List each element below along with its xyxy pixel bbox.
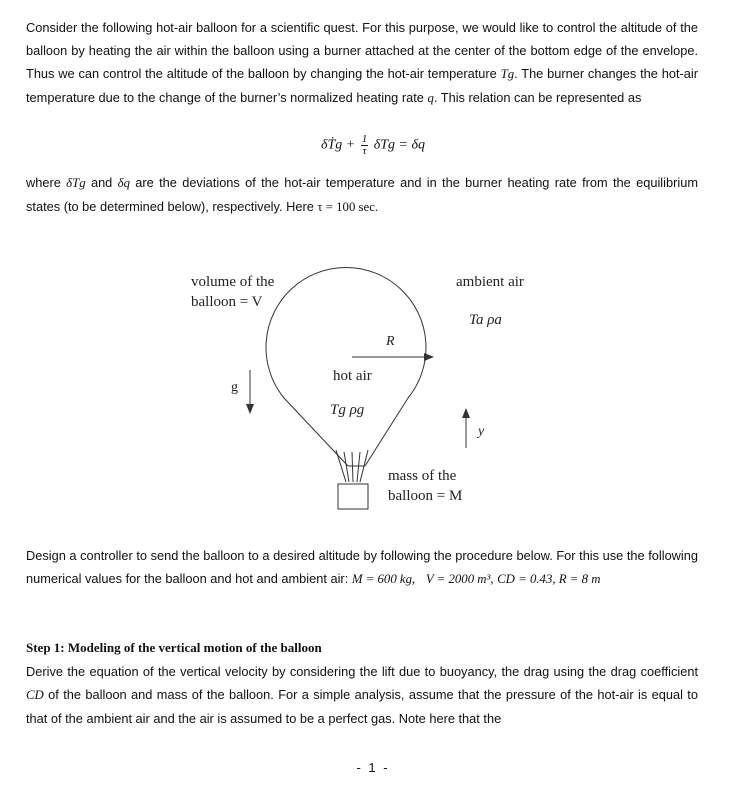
- mass-label-line-2: balloon = M: [388, 488, 463, 504]
- design-text: Design a controller to send the balloon to a desired altitude by following the procedure below. For this use the following numerical values for the balloon and hot and ambient air:: [26, 548, 698, 586]
- y-axis-label: y: [478, 424, 485, 439]
- gravity-arrowhead: [246, 404, 254, 414]
- where-text-2: and: [90, 175, 113, 190]
- volume-label-line-2: balloon = V: [191, 294, 263, 310]
- design-volume-value: V = 2000 m³,: [425, 572, 494, 586]
- mass-label: [388, 466, 462, 506]
- radius-label: R: [386, 334, 395, 349]
- mass-label-line-1: mass of the: [388, 468, 457, 484]
- intro-text-1: Consider the following hot-air balloon for a scientific quest. For this purpose, we would like to control the altitude of the balloon by heating the air within the balloon using a burner attached at the center of the bottom edge of the envelope. Thus we can control the altitude of the balloon by changing the hot-air temperature: [26, 20, 698, 81]
- temperature-equation: [0, 134, 746, 157]
- step-1-paragraph: [26, 660, 698, 730]
- var-q: q: [427, 91, 434, 105]
- var-delta-q: δq: [117, 176, 130, 190]
- fraction-numerator: 1: [361, 133, 368, 145]
- var-tg: Tg: [500, 67, 515, 81]
- suspension-lines: [336, 450, 368, 482]
- hot-air-variables: Tg ρg: [330, 402, 365, 418]
- design-paragraph: [26, 544, 698, 591]
- radius-arrowhead: [424, 353, 434, 361]
- where-text-3: are the deviations of the hot-air temperature and in the burner heating rate from the equilibrium states (to be determined below), respectively. Here: [26, 175, 698, 214]
- gravity-label: g: [231, 380, 238, 395]
- balloon-drawing: [0, 262, 746, 522]
- ambient-variables: Ta ρa: [469, 312, 502, 328]
- equation-lhs-2: δTg = δq: [373, 137, 425, 153]
- design-mass-value: M = 600 kg,: [351, 572, 416, 586]
- design-drag-radius-values: CD = 0.43, R = 8 m: [497, 572, 601, 586]
- volume-label: [191, 272, 274, 312]
- equation-lhs-1: δṪg +: [321, 137, 356, 153]
- tau-value: τ = 100 sec.: [317, 200, 379, 214]
- equation-fraction: [361, 134, 369, 157]
- step-1-text-b: of the balloon and mass of the balloon. For a simple analysis, assume that the pressure of the hot-air is equal to that of the ambient air and the air is assumed to be a perfect gas. Note here that the: [26, 687, 698, 726]
- step-1-title: Step 1: Modeling of the vertical motion of the balloon: [26, 640, 322, 655]
- page-number: - 1 -: [356, 760, 390, 775]
- ambient-air-label: ambient air: [456, 274, 524, 290]
- volume-label-line-1: volume of the: [191, 274, 275, 290]
- var-delta-tg: δTg: [66, 176, 86, 190]
- intro-text-3: . This relation can be represented as: [433, 90, 642, 105]
- where-paragraph: [26, 171, 698, 219]
- balloon-diagram: [0, 262, 746, 522]
- y-axis-arrowhead: [462, 408, 470, 418]
- fraction-denominator: τ: [362, 145, 367, 157]
- var-cd: CD: [26, 688, 44, 702]
- where-text-1: where: [26, 175, 61, 190]
- step-1-text-a: Derive the equation of the vertical velocity by considering the lift due to buoyancy, the drag using the drag coefficient: [26, 664, 698, 679]
- hot-air-label: hot air: [333, 368, 372, 384]
- balloon-basket: [338, 484, 368, 509]
- intro-text-2: . The burner changes the hot-air temperature due to the change of the burner’s normalized heating rate: [26, 66, 698, 105]
- intro-paragraph: [26, 16, 698, 110]
